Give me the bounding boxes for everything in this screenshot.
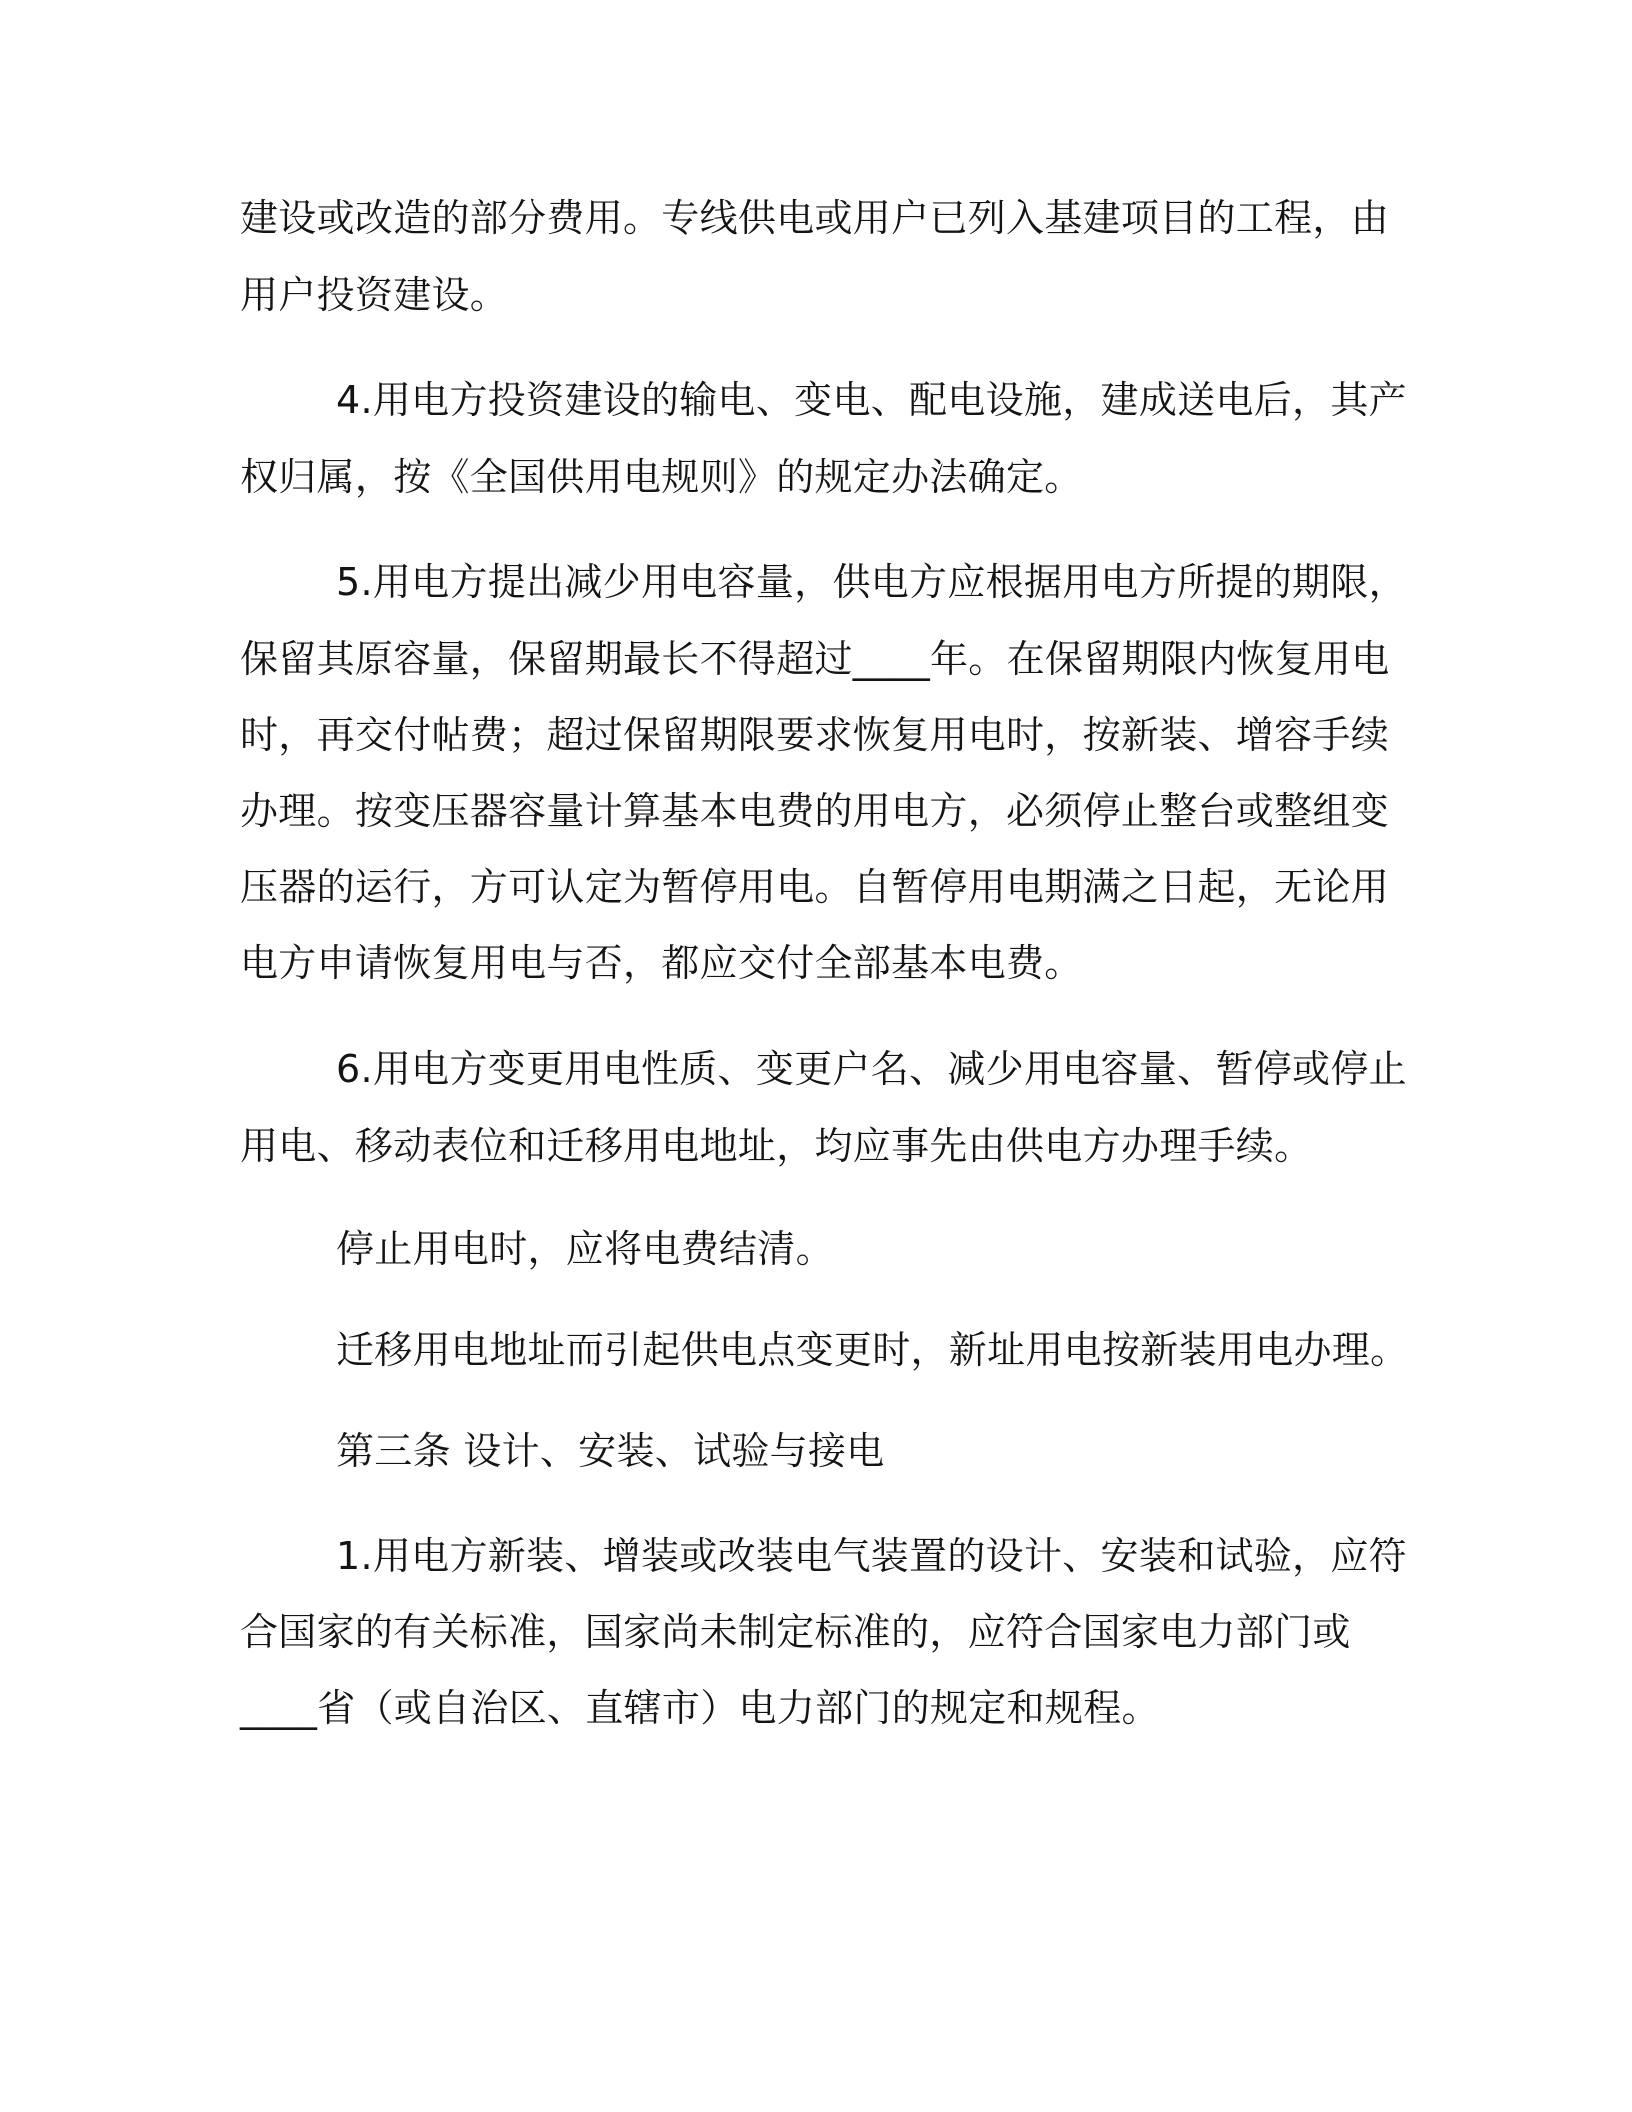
text-line: 1.用电方新装、增装或改装电气装置的设计、安装和试验，应符 <box>336 1534 1407 1578</box>
text-line: 时，再交付帖费；超过保留期限要求恢复用电时，按新装、增容手续 <box>240 713 1390 757</box>
text-line: 6.用电方变更用电性质、变更户名、减少用电容量、暂停或停止 <box>336 1047 1407 1091</box>
text-line: 电方申请恢复用电与否，都应交付全部基本电费。 <box>240 941 1083 985</box>
text-line: 建设或改造的部分费用。专线供电或用户已列入基建项目的工程，由 <box>240 196 1390 240</box>
text-line: 停止用电时，应将电费结清。 <box>336 1227 834 1271</box>
text-line: 合国家的有关标准，国家尚未制定标准的，应符合国家电力部门或 <box>240 1610 1351 1654</box>
text-line: 用电、移动表位和迁移用电地址，均应事先由供电方办理手续。 <box>240 1124 1313 1168</box>
text-line: 用户投资建设。 <box>240 273 509 317</box>
text-line: ____省（或自治区、直辖市）电力部门的规定和规程。 <box>240 1686 1160 1730</box>
text-line: 权归属，按《全国供用电规则》的规定办法确定。 <box>240 455 1083 499</box>
text-line: 办理。按变压器容量计算基本电费的用电方，必须停止整台或整组变 <box>240 789 1390 833</box>
text-line: 保留其原容量，保留期最长不得超过____年。在保留期限内恢复用电 <box>240 637 1390 681</box>
text-line: 迁移用电地址而引起供电点变更时，新址用电按新装用电办理。 <box>336 1328 1409 1372</box>
text-line: 5.用电方提出减少用电容量，供电方应根据用电方所提的期限， <box>336 560 1407 604</box>
text-line: 4.用电方投资建设的输电、变电、配电设施，建成送电后，其产 <box>336 378 1407 422</box>
section-heading: 第三条 设计、安装、试验与接电 <box>336 1429 885 1473</box>
text-line: 压器的运行，方可认定为暂停用电。自暂停用电期满之日起，无论用 <box>240 865 1390 909</box>
